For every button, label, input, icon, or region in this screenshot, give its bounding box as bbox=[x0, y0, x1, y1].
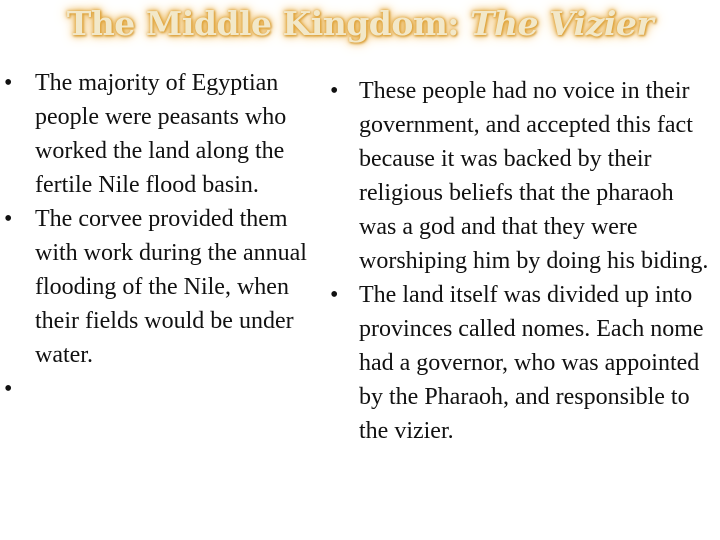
bullet-marker: • bbox=[4, 206, 13, 232]
bullet-item-empty bbox=[0, 372, 310, 406]
bullet-item bbox=[312, 278, 716, 448]
slide-title bbox=[0, 4, 720, 43]
bullet-item bbox=[0, 202, 310, 372]
bullet-marker: • bbox=[4, 376, 13, 402]
bullet-text: These people had no voice in their government, and accepted this fact because it was backed by their religious beliefs that the pharaoh was a god and that they were worshiping him by doing his biding. bbox=[359, 78, 709, 274]
bullet-marker: • bbox=[330, 282, 339, 308]
left-bullet-list bbox=[0, 66, 310, 406]
title-main: The Middle Kingdom: bbox=[66, 4, 470, 43]
bullet-marker: • bbox=[330, 78, 339, 104]
bullet-text: The corvee provided them with work during the annual flooding of the Nile, when their fields would be under water. bbox=[35, 206, 307, 368]
left-column bbox=[0, 66, 310, 406]
bullet-item bbox=[0, 66, 310, 202]
bullet-text: The land itself was divided up into provinces called nomes. Each nome had a governor, who was appointed by the Pharaoh, and responsible to the vizier. bbox=[359, 282, 704, 444]
right-bullet-list bbox=[312, 74, 716, 448]
title-italic: The Vizier bbox=[469, 4, 654, 43]
bullet-text bbox=[35, 372, 310, 406]
bullet-marker: • bbox=[4, 70, 13, 96]
bullet-item bbox=[312, 74, 716, 278]
bullet-text: The majority of Egyptian people were peasants who worked the land along the fertile Nile flood basin. bbox=[35, 70, 287, 198]
right-column bbox=[312, 74, 716, 448]
